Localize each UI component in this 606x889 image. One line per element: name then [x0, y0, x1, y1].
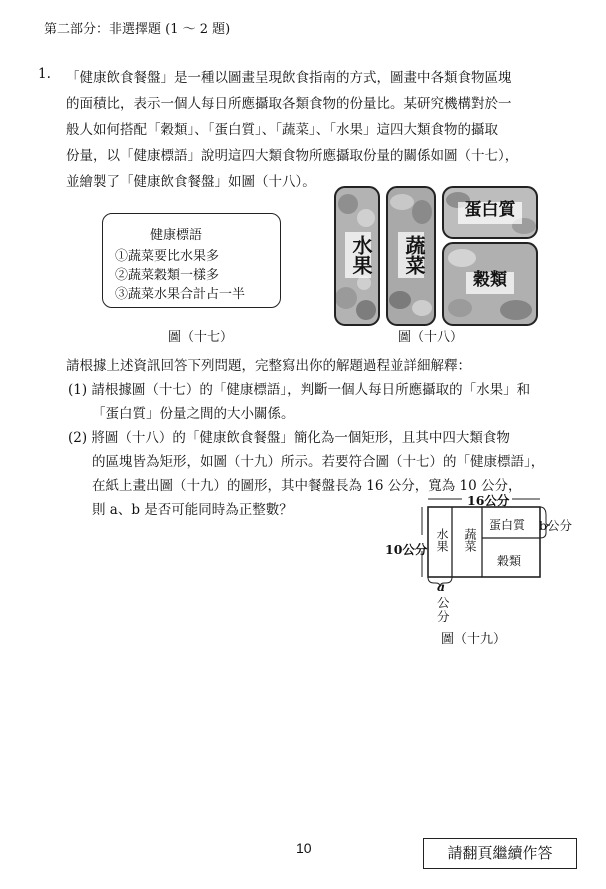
intro-line: 「健康飲食餐盤」是一種以圖畫呈現飲食指南的方式，圖畫中各類食物區塊 [66, 70, 512, 86]
instruction: 請根據上述資訊回答下列問題，完整寫出你的解題過程並詳細解釋： [66, 358, 471, 374]
question-number: 1. [38, 66, 51, 82]
intro-line: 份量，以「健康標語」說明這四大類食物所應攝取份量的關係如圖（十七）， [66, 148, 519, 164]
fig19-caption: 圖（十九） [441, 632, 507, 647]
q2-line: (2) 將圖（十八）的「健康飲食餐盤」簡化為一個矩形，且其中四大類食物 [68, 430, 510, 446]
fig19-left-label: 10公分 [385, 542, 428, 557]
fig18-protein-label: 蛋白質 [458, 202, 522, 224]
intro-line: 般人如何搭配「穀類」、「蛋白質」、「蔬菜」、「水果」這四大類食物的攝取 [66, 122, 498, 138]
intro-line: 的面積比，表示一個人每日所應攝取各類食物的份量比。某研究機構對於一 [66, 96, 512, 112]
footer-turn-page: 請翻頁繼續作答 [423, 838, 577, 869]
fig19-protein-label: 蛋白質 [489, 518, 526, 532]
page-number: 10 [296, 840, 312, 856]
fig18-caption: 圖（十八） [398, 330, 464, 345]
fig19-grain-label: 穀類 [497, 554, 522, 568]
fig17-rule: ②蔬菜穀類一樣多 [115, 268, 220, 283]
fig19-top-label: 16公分 [467, 493, 510, 508]
fig17-title: 健康標語 [150, 228, 203, 243]
fig18-plate [334, 186, 536, 326]
fig18-vegetable-label: 蔬菜 [398, 232, 424, 278]
q1-line: (1) 請根據圖（十七）的「健康標語」，判斷一個人每日所應攝取的「水果」和 [68, 382, 531, 398]
fig19-fruit-label: 水果 [435, 528, 449, 552]
intro-line: 並繪製了「健康飲食餐盤」如圖（十八）。 [66, 174, 316, 190]
q2-line: 的區塊皆為矩形，如圖（十九）所示。若要符合圖（十七）的「健康標語」， [92, 454, 545, 470]
fig17-rule: ③蔬菜水果合計占一半 [115, 287, 246, 302]
q2-line: 則 a、b 是否可能同時為正整數？ [92, 502, 293, 518]
fig19-a-var: a [437, 579, 446, 594]
fig18-grain-tile [442, 242, 538, 326]
fig18-grain-label: 穀類 [466, 272, 514, 294]
q1-line: 「蛋白質」份量之間的大小關係。 [92, 406, 295, 422]
fig19-vegetable-label: 蔬菜 [463, 528, 477, 552]
fig17-slogan-box [102, 213, 281, 308]
fig19-a-unit: 公 [437, 595, 450, 610]
fig17-rule: ①蔬菜要比水果多 [115, 249, 220, 264]
q2-line: 在紙上畫出圖（十九）的圖形，其中餐盤長為 16 公分，寬為 10 公分， [92, 478, 522, 494]
fig18-fruit-tile [334, 186, 380, 326]
fig18-vegetable-tile [386, 186, 436, 326]
fig17-caption: 圖（十七） [168, 330, 234, 345]
fig19-b-label: b公分 [539, 518, 573, 533]
fig19-a-unit: 分 [437, 609, 450, 624]
fig18-protein-tile [442, 186, 538, 239]
fig18-fruit-label: 水果 [345, 232, 371, 278]
section-title: 第二部分：非選擇題 (1 ～ 2 題) [44, 22, 231, 37]
